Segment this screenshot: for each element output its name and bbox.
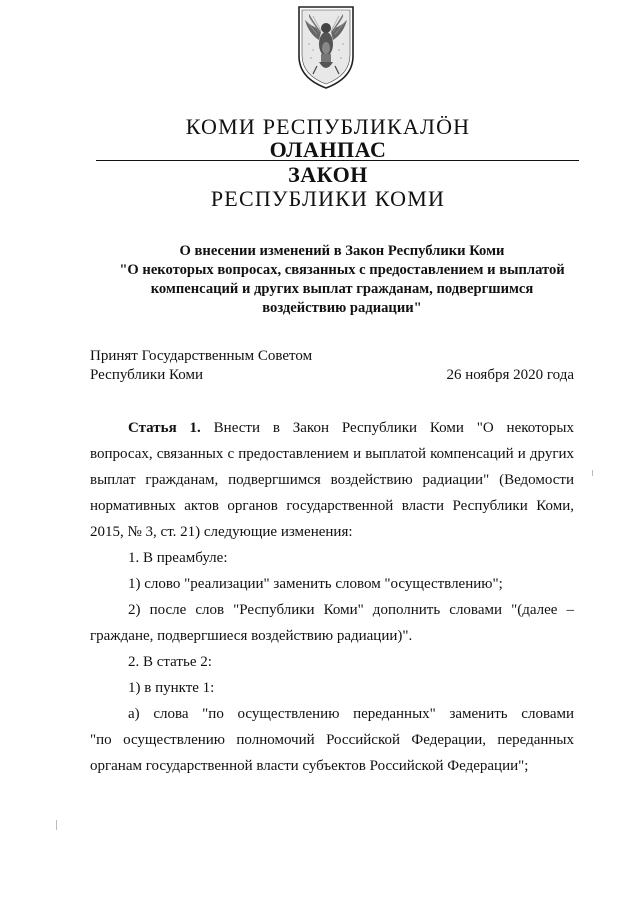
article-1-label: Статья 1.	[128, 420, 201, 436]
scan-mark	[56, 820, 57, 830]
coat-of-arms-emblem	[295, 4, 357, 90]
adoption-line: Республики Коми	[90, 367, 203, 383]
item-preamble: 1. В преамбуле:	[128, 550, 228, 566]
item-preamble-1: 1) слово "реализации" заменить словом "осуществлению";	[128, 576, 503, 592]
law-title	[72, 242, 612, 318]
item-preamble-2: 2) после слов "Республики Коми" дополнить словами "(далее –	[128, 602, 574, 618]
article-1-line: нормативных актов органов государственной власти Республики Коми,	[90, 498, 574, 514]
article-1-line	[90, 420, 574, 437]
law-title-line: "О некоторых вопросах, связанных с предоставлением и выплатой	[119, 262, 565, 278]
adoption-date: 26 ноября 2020 года	[446, 367, 574, 383]
item-article-2: 2. В статье 2:	[128, 654, 212, 670]
article-1-line: вопросах, связанных с предоставлением и выплатой компенсаций и других	[90, 446, 574, 462]
article-1-line: 2015, № 3, ст. 21) следующие изменения:	[90, 524, 353, 540]
adoption-line: Принят Государственным Советом	[90, 348, 313, 364]
header-divider	[96, 160, 579, 161]
item-subpoint-a-cont: органам государственной власти субъектов Российской Федерации";	[90, 758, 529, 774]
law-title-line: О внесении изменений в Закон Республики Коми	[179, 243, 505, 259]
item-point-1: 1) в пункте 1:	[128, 680, 215, 696]
header-komi-name: КОМИ РЕСПУБЛИКАЛӦН	[185, 114, 471, 139]
law-title-line: компенсаций и других выплат гражданам, подвергшимся	[150, 281, 534, 297]
adoption-block	[90, 347, 574, 385]
law-title-line: воздействию радиации"	[262, 300, 422, 316]
header-zakon: ЗАКОН	[288, 162, 368, 187]
article-1-text: Внести в Закон Республики Коми "О некоторых	[213, 420, 575, 436]
scan-mark	[592, 470, 593, 476]
header-olanpas: ОЛАНПАС	[269, 137, 387, 162]
article-1-line: выплат гражданам, подвергшимся воздействию радиации" (Ведомости	[90, 472, 574, 488]
header-republic: РЕСПУБЛИКИ КОМИ	[210, 186, 446, 211]
item-subpoint-a-cont: "по осуществлению полномочий Российской Федерации, переданных	[90, 732, 574, 748]
item-preamble-2-cont: граждане, подвергшиеся воздействию радиации)".	[90, 628, 413, 644]
item-subpoint-a: а) слова "по осуществлению переданных" заменить словами	[128, 706, 574, 722]
